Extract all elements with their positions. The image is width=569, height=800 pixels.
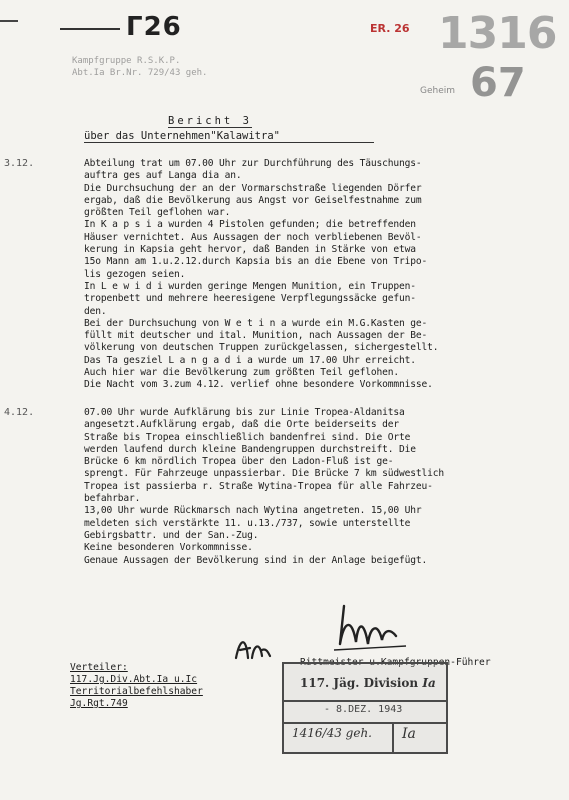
report-line: größten Teil geflohen war. bbox=[84, 207, 231, 219]
stamp-unit-text: 117. Jäg. Division bbox=[300, 676, 419, 690]
report-line: völkerung von deutschen Truppen zurückgelassen, sichergestellt. bbox=[84, 342, 439, 354]
report-line: sprengt. Für Fahrzeuge unpassierbar. Die Brücke 7 km südwestlich bbox=[84, 468, 445, 480]
stamp-unit bbox=[300, 676, 436, 690]
signature-title: Rittmeister u.Kampfgruppen-Führer bbox=[300, 657, 491, 668]
reference-code: ER. 26 bbox=[370, 22, 410, 35]
archive-sub-number: 67 bbox=[470, 60, 526, 106]
archive-number: 1316 bbox=[438, 8, 557, 59]
distribution-item: Territorialbefehlshaber bbox=[70, 686, 203, 697]
receipt-stamp bbox=[282, 662, 448, 754]
report-line: werden laufend durch kleine Bandengruppen durchstreift. Die bbox=[84, 443, 416, 455]
stamp-divider bbox=[284, 722, 446, 724]
report-line: Abteilung trat um 07.00 Uhr zur Durchführung des Täuschungs- bbox=[84, 158, 422, 169]
distribution-item: Jg.Rgt.749 bbox=[70, 698, 128, 709]
title-underline bbox=[168, 127, 252, 128]
report-line: Gebirgsbattr. und der San.-Zug. bbox=[84, 529, 259, 541]
margin-mark bbox=[0, 20, 18, 22]
archive-classification: Geheim bbox=[420, 86, 456, 96]
report-line: Das Ta gesziel L a n g a d i a wurde um 17.00 Uhr erreicht. bbox=[84, 354, 416, 366]
section-body bbox=[84, 407, 554, 567]
report-line: auftra ges auf Langa dia an. bbox=[84, 170, 242, 182]
report-line: Bei der Durchsuchung von W e t i n a wurde ein M.G.Kasten ge- bbox=[84, 317, 428, 329]
report-line: Die Durchsuchung der an der Vormarschstraße liegenden Dörfer bbox=[84, 182, 422, 194]
report-line: Die Nacht vom 3.zum 4.12. verlief ohne besondere Vorkommnisse. bbox=[84, 379, 433, 391]
header-rule bbox=[60, 28, 120, 30]
report-line: lis gezogen seien. bbox=[84, 268, 186, 280]
report-line: angesetzt.Aufklärung ergab, daß die Orte beiderseits der bbox=[84, 419, 400, 431]
report-line: Keine besonderen Vorkommnisse. bbox=[84, 542, 253, 554]
section-date: 3.12. bbox=[4, 158, 35, 169]
stamp-entry: 1416/43 geh. bbox=[292, 726, 372, 740]
report-line: In L e w i d i wurden geringe Mengen Munition, ein Truppen- bbox=[84, 280, 416, 292]
report-line: meldeten sich verstärkte 11. u.13./737, sowie unterstellte bbox=[84, 517, 411, 529]
report-line: tropenbett und mehrere heeresigene Verpflegungssäcke gefun- bbox=[84, 293, 416, 305]
report-line: Häuser vernichtet. Aus Aussagen der noch verbliebenen Bevöl- bbox=[84, 231, 422, 243]
report-title: Bericht 3 bbox=[168, 115, 252, 127]
stamp-unit-handwritten: Ia bbox=[422, 676, 436, 690]
report-line: Brücke 6 km nördlich Tropea über den Ladon-Fluß ist ge- bbox=[84, 456, 394, 468]
report-line: befahrbar. bbox=[84, 493, 141, 505]
paraph-initials bbox=[232, 630, 272, 666]
report-line: Straße bis Tropea einschließlich bandenfrei sind. Die Orte bbox=[84, 431, 411, 443]
report-line: den. bbox=[84, 305, 107, 317]
report-line: 15o Mann am 1.u.2.12.durch Kapsia bis an die Ebene von Tripo- bbox=[84, 256, 428, 268]
handwritten-signature bbox=[330, 600, 410, 656]
stamp-department: Ia bbox=[402, 726, 416, 742]
report-line: Tropea ist passierba r. Straße Wytina-Tropea für alle Fahrzeu- bbox=[84, 480, 433, 492]
report-subtitle: über das Unternehmen"Kalawitra" bbox=[84, 130, 280, 142]
report-line: ergab, daß die Bevölkerung aus Angst vor Geiselfestnahme zum bbox=[84, 194, 422, 206]
stamp-date: - 8.DEZ. 1943 bbox=[324, 704, 403, 715]
faded-header-line-1: Kampfgruppe R.S.K.P. bbox=[72, 56, 181, 66]
stamp-number: Г26 bbox=[126, 12, 182, 42]
distribution-list bbox=[70, 662, 203, 710]
report-line: kerung in Kapsia geht hervor, daß Banden in Stärke von etwa bbox=[84, 244, 416, 256]
report-line: Auch hier war die Bevölkerung zum größten Teil geflohen. bbox=[84, 367, 400, 379]
report-line: füllt mit deutscher und ital. Munition, nach Aussagen der Be- bbox=[84, 330, 428, 342]
stamp-divider bbox=[284, 700, 446, 702]
report-line: Genaue Aussagen der Bevölkerung sind in der Anlage beigefügt. bbox=[84, 554, 428, 566]
section-body bbox=[84, 158, 554, 392]
distribution-item: 117.Jg.Div.Abt.Ia u.Ic bbox=[70, 674, 198, 685]
report-line: 13,00 Uhr wurde Rückmarsch nach Wytina angetreten. 15,00 Uhr bbox=[84, 505, 422, 517]
report-line: In K a p s i a wurden 4 Pistolen gefunden; die betreffenden bbox=[84, 219, 416, 231]
section-date: 4.12. bbox=[4, 407, 35, 418]
faded-header-line-2: Abt.Ia Br.Nr. 729/43 geh. bbox=[72, 68, 208, 78]
report-line: 07.00 Uhr wurde Aufklärung bis zur Linie Tropea-Aldanitsa bbox=[84, 407, 405, 418]
stamp-divider bbox=[392, 722, 394, 752]
distribution-heading: Verteiler: bbox=[70, 662, 128, 673]
subtitle-underline bbox=[84, 142, 374, 143]
